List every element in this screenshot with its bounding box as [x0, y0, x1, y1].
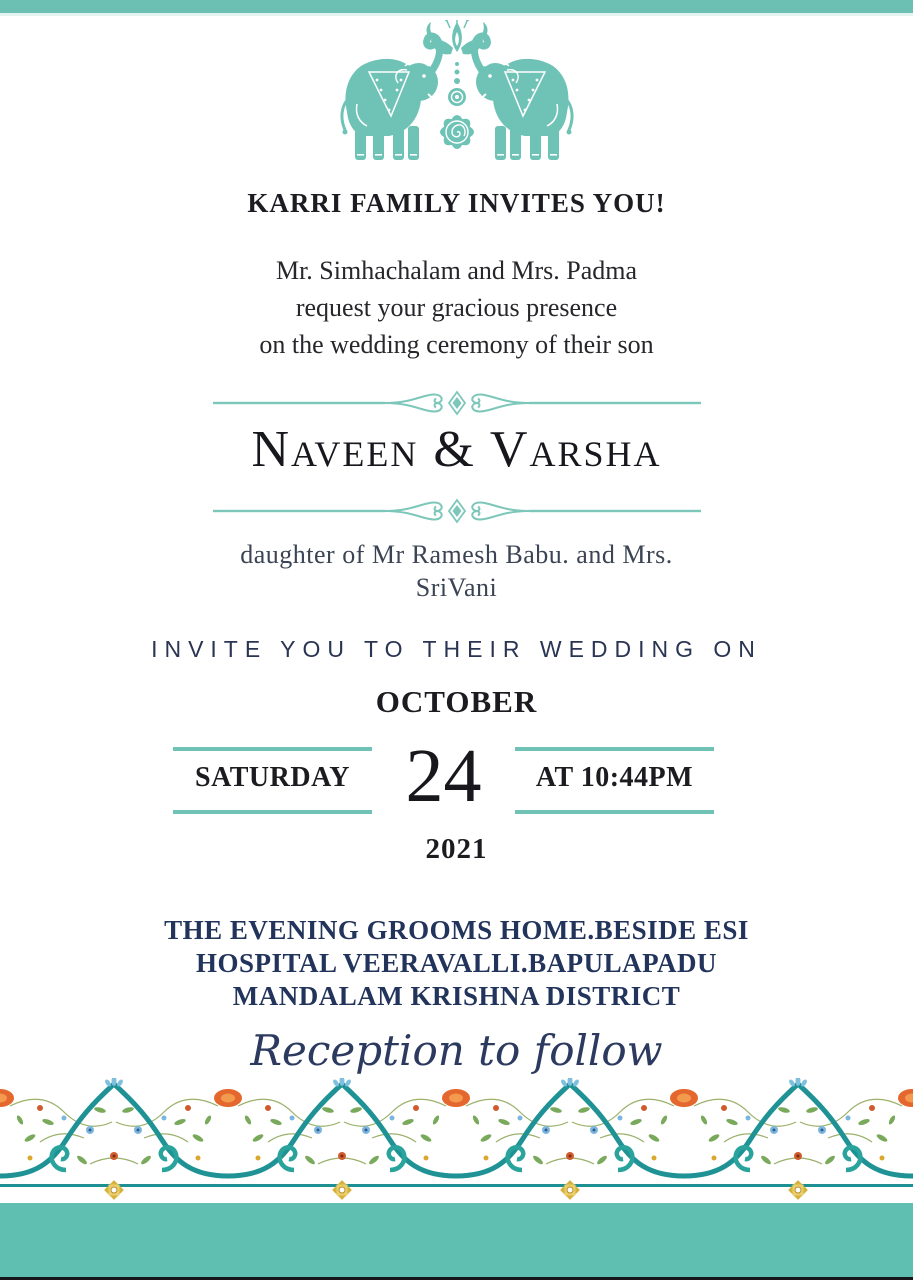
event-day-number: 24: [405, 734, 482, 818]
venue-address: [0, 914, 913, 1013]
event-year: 2021: [425, 833, 488, 865]
host-line-parents: Mr. Simhachalam and Mrs. Padma: [275, 256, 638, 285]
host-line-request: request your gracious presence: [295, 293, 618, 322]
host-line-ceremony: on the wedding ceremony of their son: [259, 330, 654, 359]
venue-line-2: HOSPITAL VEERAVALLI.BAPULAPADU: [195, 948, 718, 978]
couple-names: Naveen & Varsha: [251, 421, 662, 478]
twin-elephants-lotus-icon: [331, 20, 583, 175]
host-intro-lines: [0, 252, 913, 363]
host-family-heading: KARRI FAMILY INVITES YOU!: [247, 188, 666, 218]
venue-line-3: MANDALAM KRISHNA DISTRICT: [232, 981, 681, 1011]
event-time: AT 10:44PM: [535, 762, 694, 793]
event-weekday: SATURDAY: [195, 762, 350, 793]
bride-parents-lines: [0, 538, 913, 604]
bottom-accent-band: [0, 1203, 913, 1277]
top-accent-band-tint: [0, 13, 913, 16]
bride-line-1: daughter of Mr Ramesh Babu. and Mrs.: [240, 540, 673, 569]
top-accent-band: [0, 0, 913, 13]
floral-arabesque-border-icon: [0, 1078, 913, 1203]
flourish-divider-icon: [207, 494, 707, 533]
reception-note: Reception to follow: [250, 1026, 663, 1075]
venue-line-1: THE EVENING GROOMS HOME.BESIDE ESI: [164, 915, 749, 945]
time-rule-top: [515, 747, 714, 751]
weekday-rule-top: [173, 747, 372, 751]
time-rule-bottom: [515, 810, 714, 814]
bride-line-2: SriVani: [415, 573, 498, 602]
weekday-rule-bottom: [173, 810, 372, 814]
event-month: OCTOBER: [375, 684, 538, 719]
invite-line: INVITE YOU TO THEIR WEDDING ON: [151, 636, 762, 662]
